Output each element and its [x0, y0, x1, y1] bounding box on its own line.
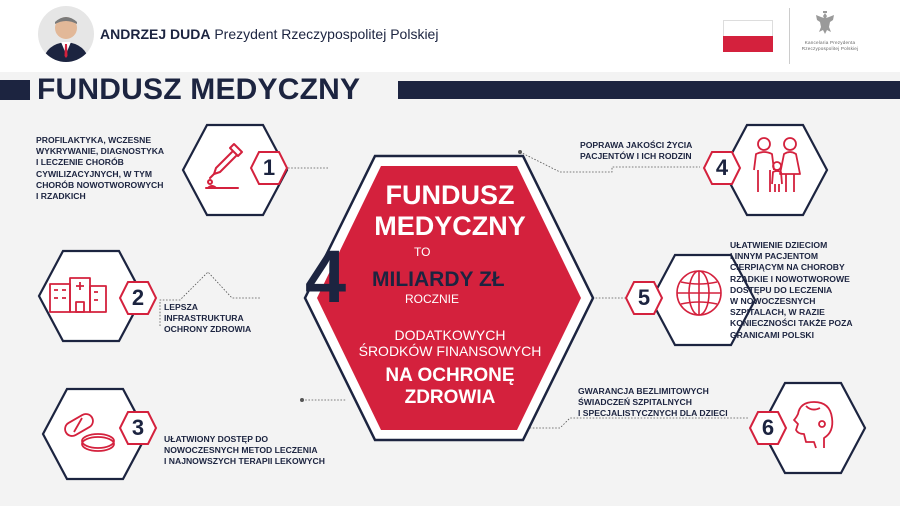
- globe-icon: [672, 266, 726, 320]
- item-5-line: SZPITALACH, W RAZIE: [730, 307, 825, 318]
- center-additional-2: ŚRODKÓW FINANSOWYCH: [358, 343, 542, 359]
- item-5-line: CIERPIĄCYM NA CHOROBY: [730, 262, 845, 273]
- item-2-number-box: [118, 280, 158, 316]
- item-5-line: KONIECZNOŚCI TAKŻE POZA: [730, 318, 853, 329]
- center-unit: MILIARDY ZŁ: [372, 268, 505, 291]
- center-line-2: MEDYCZNY: [374, 211, 526, 241]
- item-5-line: W NOWOCZESNYCH: [730, 296, 816, 307]
- center-fund-title: [310, 180, 590, 242]
- item-1-line: CYWILIZACYJNYCH, W TYM: [36, 168, 153, 179]
- item-4-number-box: [702, 150, 742, 186]
- item-5-line: DOSTĘPU DO LECZENIA: [730, 284, 833, 295]
- item-5-line: RZADKIE I NOWOTWOROWE: [730, 273, 850, 284]
- hospital-icon: [46, 274, 108, 314]
- item-5-line: GRANICAMI POLSKI: [730, 329, 815, 340]
- item-2-line: INFRASTRUKTURA: [164, 313, 244, 324]
- center-additional: [310, 327, 590, 359]
- item-1-number: 1: [262, 155, 276, 180]
- item-6-number-box: [748, 410, 788, 446]
- item-3-line: I NAJNOWSZYCH TERAPII LEKOWYCH: [164, 456, 325, 467]
- item-2-number: 2: [131, 285, 145, 310]
- item-2-line: LEPSZA: [164, 302, 198, 312]
- item-3-line: NOWOCZESNYCH METOD LECZENIA: [164, 445, 318, 456]
- item-1-line: I RZADKICH: [36, 191, 86, 202]
- item-6-line: ŚWIADCZEŃ SZPITALNYCH: [578, 397, 692, 408]
- president-name: ANDRZEJ DUDA: [100, 26, 211, 42]
- office-line-1: Kancelaria Prezydenta: [804, 40, 856, 45]
- center-additional-1: DODATKOWYCH: [394, 327, 506, 343]
- family-icon: [748, 134, 806, 198]
- item-3-description: [164, 434, 325, 468]
- pipette-icon: [204, 140, 248, 194]
- item-6-line: GWARANCJA BEZLIMITOWYCH: [578, 386, 709, 396]
- item-1-line: PROFILAKTYKA, WCZESNE: [36, 135, 152, 145]
- item-2-description: [164, 302, 251, 336]
- center-per-year: ROCZNIE: [405, 292, 459, 306]
- center-purpose: [310, 365, 590, 409]
- item-5-line: UŁATWIENIE DZIECIOM: [730, 240, 828, 250]
- item-1-line: I LECZENIE CHORÓB: [36, 157, 124, 168]
- item-5-line: I INNYM PACJENTOM: [730, 251, 819, 262]
- president-role: Prezydent Rzeczypospolitej Polskiej: [214, 26, 439, 42]
- center-purpose-1: NA OCHRONĘ: [385, 365, 515, 386]
- item-5-number-box: [624, 280, 664, 316]
- child-head-icon: [788, 396, 838, 456]
- page-title: FUNDUSZ MEDYCZNY: [37, 73, 361, 106]
- center-line-1: FUNDUSZ: [385, 180, 515, 210]
- item-1-line: WYKRYWANIE, DIAGNOSTYKA: [36, 146, 165, 157]
- item-4-line: POPRAWA JAKOŚCI ŻYCIA: [580, 140, 693, 150]
- center-purpose-2: ZDROWIA: [404, 387, 496, 408]
- item-5-number: 5: [637, 285, 651, 310]
- item-6-description: [578, 386, 728, 420]
- pills-icon: [60, 410, 118, 456]
- item-3-number-box: [118, 410, 158, 446]
- item-1-description: [36, 135, 164, 202]
- item-6-line: I SPECJALISTYCZNYCH DLA DZIECI: [578, 408, 728, 419]
- item-5-description: [730, 240, 853, 341]
- item-6-number: 6: [761, 415, 775, 440]
- item-1-line: CHORÓB NOWOTWOROWYCH: [36, 179, 164, 190]
- item-3-number: 3: [131, 415, 145, 440]
- item-4-description: [580, 140, 692, 162]
- center-amount: 4: [305, 235, 347, 318]
- office-line-2: Rzeczypospolitej Polskiej: [801, 45, 859, 51]
- center-to: TO: [414, 245, 431, 259]
- item-3-line: UŁATWIONY DOSTĘP DO: [164, 434, 269, 444]
- item-4-number: 4: [715, 155, 729, 180]
- item-2-line: OCHRONY ZDROWIA: [164, 324, 252, 335]
- item-1-number-box: [249, 150, 289, 186]
- item-4-line: PACJENTÓW I ICH RODZIN: [580, 151, 692, 162]
